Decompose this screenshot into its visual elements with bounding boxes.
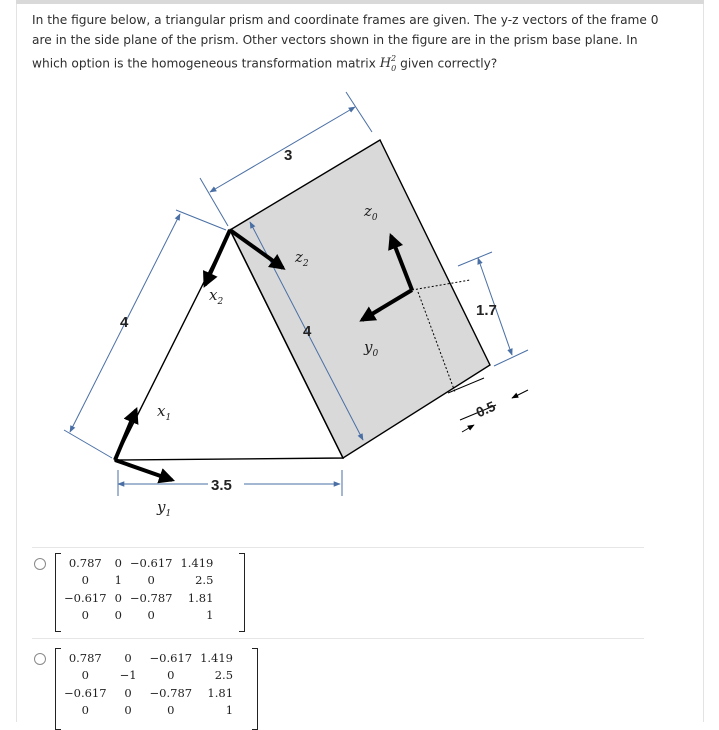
option-divider-1: [32, 547, 644, 548]
label-z2-sub: 2: [302, 259, 309, 269]
option-a-matrix: [60, 554, 217, 624]
matrix-row: [60, 572, 217, 590]
label-x2-sub: 2: [217, 297, 224, 307]
matrix-cell: −0.617: [64, 685, 107, 700]
question-line-3: [32, 50, 672, 79]
dim-label-small: 0.5: [473, 397, 498, 421]
matrix-cell: 2.5: [214, 668, 234, 683]
matrix-cell: 1.419: [200, 650, 234, 665]
label-y0-letter: y: [364, 338, 373, 356]
label-y1-letter: y: [157, 498, 166, 516]
label-z0-sub: 0: [371, 213, 378, 223]
matrix-cell: 1: [114, 573, 122, 588]
matrix-cell: 0: [114, 608, 122, 623]
matrix-cell: −1: [119, 668, 137, 683]
option-divider-2: [32, 638, 644, 639]
matrix-symbol-letter: H: [379, 56, 392, 72]
matrix-cell: 0: [114, 555, 122, 570]
label-z2-letter: z: [295, 248, 303, 266]
matrix-cell: 0: [81, 703, 89, 718]
matrix-cell: 0: [114, 590, 122, 605]
matrix-row: [60, 589, 217, 607]
matrix-cell: 0: [124, 685, 132, 700]
dim-ext-left-1: [176, 210, 226, 230]
prism-side-face: [230, 140, 490, 458]
option-b-bracket-right: [252, 648, 258, 730]
matrix-cell: 1.81: [207, 685, 234, 700]
label-x1: [157, 402, 171, 423]
matrix-cell: 0.787: [68, 650, 102, 665]
matrix-cell: 2.5: [195, 573, 214, 588]
matrix-row: [60, 702, 237, 720]
prism-figure: [0, 80, 719, 530]
label-y1-sub: 1: [165, 509, 172, 519]
top-divider: [16, 0, 704, 4]
question-line-2: are in the side plane of the prism. Other vectors shown in the figure are in the prism base plane. In: [32, 33, 638, 47]
vector-y1: [115, 460, 172, 480]
matrix-cell: 0: [81, 573, 89, 588]
matrix-row: [60, 684, 237, 702]
matrix-cell: 0: [147, 608, 155, 623]
dim-label-inner: 4: [303, 323, 312, 340]
matrix-cell: 0: [124, 703, 132, 718]
matrix-symbol-sup: 2: [391, 54, 397, 63]
dim-label-bottom: 3.5: [211, 477, 232, 494]
dim-ext-left-2: [64, 430, 112, 458]
label-x1-sub: 1: [165, 413, 172, 423]
matrix-cell: 0: [167, 703, 175, 718]
matrix-cell: −0.787: [129, 590, 173, 605]
matrix-cell: 0: [147, 573, 155, 588]
dim-label-top: 3: [284, 147, 293, 164]
dim-arrow-small-1: [462, 425, 474, 432]
matrix-cell: 1: [206, 608, 214, 623]
question-line-3-start: which option is the homogeneous transformation matrix: [32, 56, 376, 71]
matrix-symbol-sub: 0: [391, 63, 397, 73]
matrix-row: [60, 554, 217, 572]
matrix-cell: 0: [81, 608, 89, 623]
label-x2-letter: x: [209, 286, 218, 304]
matrix-cell: 1.81: [187, 590, 214, 605]
vector-x1: [115, 410, 136, 460]
option-b-radio[interactable]: [34, 653, 46, 665]
dim-label-right: 1.7: [476, 302, 497, 319]
option-a-bracket-right: [239, 553, 245, 632]
label-x2: [209, 286, 223, 307]
dim-label-left: 4: [120, 314, 129, 331]
matrix-row: [60, 607, 217, 625]
matrix-cell: 1: [225, 703, 234, 718]
matrix-cell: 0: [81, 668, 89, 683]
question-line-3-end: given correctly?: [400, 56, 498, 71]
matrix-row: [60, 667, 237, 685]
matrix-cell: 0: [124, 650, 132, 665]
matrix-cell: −0.617: [129, 555, 173, 570]
option-b-matrix: [60, 649, 237, 719]
option-a-radio[interactable]: [34, 558, 46, 570]
label-x1-letter: x: [157, 402, 166, 420]
matrix-cell: −0.787: [149, 685, 193, 700]
dim-ext-top-1: [200, 178, 228, 226]
matrix-cell: 0: [167, 668, 175, 683]
question-line-1: In the figure below, a triangular prism and coordinate frames are given. The y-z vectors of the frame 0: [32, 13, 659, 27]
dim-arrow-small-2: [512, 390, 528, 398]
dim-ext-top-2: [346, 92, 372, 132]
label-y1: [156, 498, 171, 519]
matrix-cell: −0.617: [149, 650, 193, 665]
matrix-cell: 1.419: [180, 555, 214, 570]
matrix-cell: 0.787: [68, 555, 102, 570]
matrix-symbol: [380, 56, 397, 71]
dim-ext-right-1: [458, 252, 492, 266]
matrix-row: [60, 649, 237, 667]
vector-x2: [205, 230, 230, 285]
question-text: [32, 10, 672, 79]
label-y0-sub: 0: [372, 349, 379, 359]
matrix-cell: −0.617: [64, 590, 107, 605]
label-z0-letter: z: [364, 202, 372, 220]
